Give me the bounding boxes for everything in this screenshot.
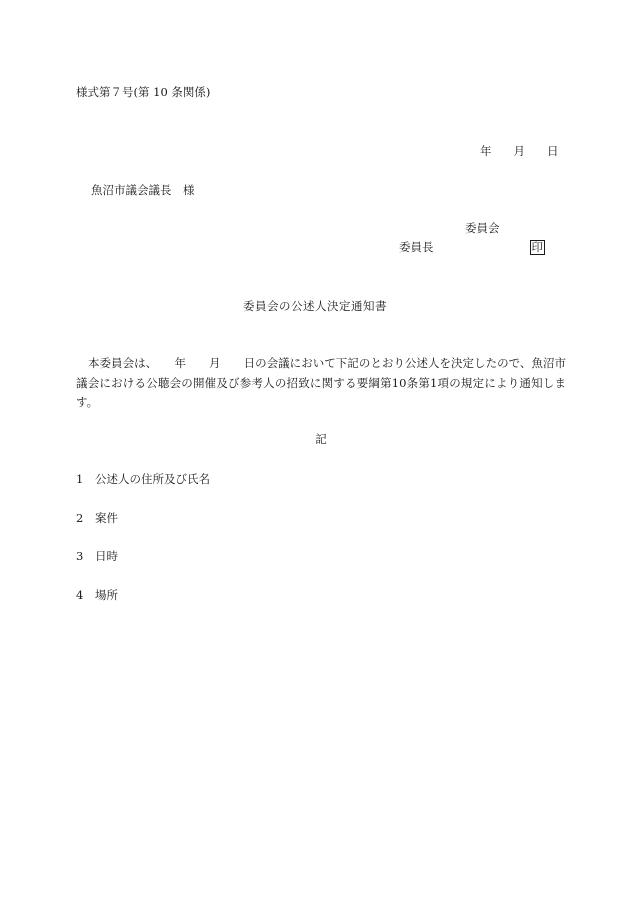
list-item: [76, 511, 118, 525]
list-item: [76, 472, 210, 486]
item-number: 3: [76, 549, 84, 563]
form-number: 様式第７号(第 10 条関係): [76, 85, 211, 99]
committee-name: 委員会: [465, 221, 500, 235]
ki-heading: 記: [315, 432, 327, 446]
item-label: 案件: [95, 511, 118, 525]
list-item: [76, 549, 118, 563]
chair-label: 委員長: [399, 240, 434, 254]
chair-line: [399, 240, 545, 255]
item-label: 場所: [95, 588, 118, 602]
date-line: [480, 144, 559, 158]
list-item: [76, 588, 118, 602]
seal-mark: 印: [531, 240, 543, 254]
item-number: 1: [76, 472, 84, 486]
item-number: 4: [76, 588, 84, 602]
addressee: 魚沼市議会議長 様: [91, 183, 195, 197]
item-label: 日時: [95, 549, 118, 563]
item-label: 公述人の住所及び氏名: [95, 472, 210, 486]
date-year-label: 年: [480, 144, 492, 158]
date-day-label: 日: [547, 144, 559, 158]
item-number: 2: [76, 511, 84, 525]
body-paragraph: 本委員会は、 年 月 日の会議において下記のとおり公述人を決定したので、魚沼市議会における公聴会の開催及び参考人の招致に関する要綱第10条第1項の規定により通知します。: [76, 356, 566, 409]
date-month-label: 月: [513, 144, 525, 158]
document-title: 委員会の公述人決定通知書: [243, 299, 387, 313]
